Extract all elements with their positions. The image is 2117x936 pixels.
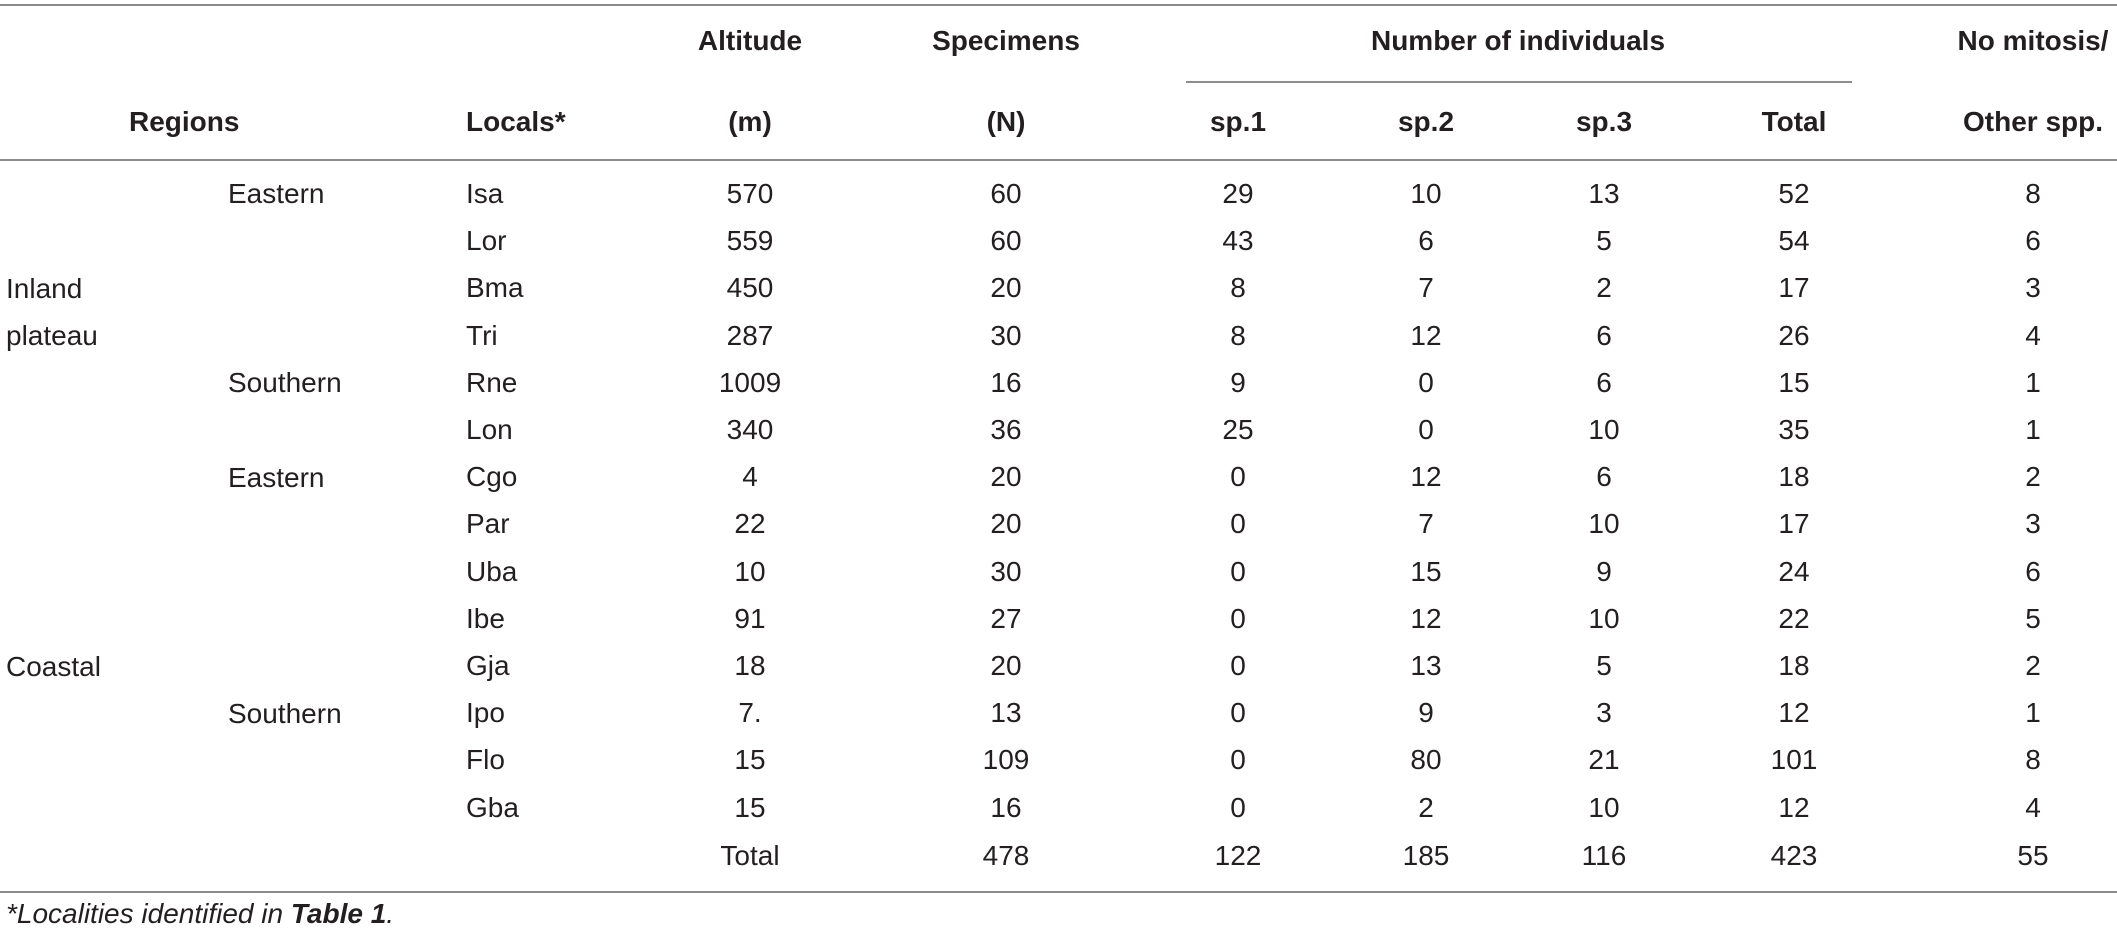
cell-total: 18 bbox=[1778, 650, 1810, 681]
cell-sp3: 9 bbox=[1596, 556, 1612, 587]
cell-specimens: 27 bbox=[990, 603, 1022, 634]
cell-other: 1 bbox=[2025, 697, 2041, 728]
cell-altitude: 287 bbox=[726, 320, 774, 351]
cell-sp2: 15 bbox=[1410, 556, 1442, 587]
totals-sp1: 122 bbox=[1214, 840, 1262, 871]
cell-sp1: 29 bbox=[1222, 178, 1254, 209]
cell-other: 3 bbox=[2025, 272, 2041, 303]
cell-local: Lon bbox=[466, 414, 513, 445]
cell-sp1: 0 bbox=[1230, 461, 1246, 492]
cell-total: 15 bbox=[1778, 367, 1810, 398]
cell-total: 52 bbox=[1778, 178, 1810, 209]
individuals-group-rule bbox=[1186, 81, 1852, 83]
cell-altitude: 91 bbox=[734, 603, 766, 634]
cell-total: 17 bbox=[1778, 508, 1810, 539]
cell-sp3: 10 bbox=[1588, 508, 1620, 539]
cell-sp3: 6 bbox=[1596, 320, 1612, 351]
cell-local: Bma bbox=[466, 272, 524, 303]
region-inland-line1: Inland bbox=[6, 273, 83, 304]
header-nomitosis-line2: Other spp. bbox=[1962, 106, 2104, 137]
cell-other: 2 bbox=[2025, 461, 2041, 492]
cell-local: Gba bbox=[466, 792, 519, 823]
cell-sp3: 3 bbox=[1596, 697, 1612, 728]
cell-local: Gja bbox=[466, 650, 510, 681]
cell-other: 1 bbox=[2025, 367, 2041, 398]
totals-label: Total bbox=[720, 840, 780, 871]
cell-sp1: 43 bbox=[1222, 225, 1254, 256]
cell-specimens: 20 bbox=[990, 272, 1022, 303]
cell-sp2: 80 bbox=[1410, 744, 1442, 775]
cell-specimens: 13 bbox=[990, 697, 1022, 728]
subregion-eastern: Eastern bbox=[228, 178, 325, 209]
cell-other: 2 bbox=[2025, 650, 2041, 681]
region-coastal: Coastal bbox=[6, 651, 101, 682]
cell-sp1: 0 bbox=[1230, 744, 1246, 775]
cell-sp1: 0 bbox=[1230, 650, 1246, 681]
cell-other: 6 bbox=[2025, 225, 2041, 256]
footnote-table-ref: Table 1 bbox=[290, 898, 387, 929]
cell-sp1: 8 bbox=[1230, 272, 1246, 303]
cell-total: 101 bbox=[1770, 744, 1818, 775]
header-sp2: sp.2 bbox=[1397, 106, 1455, 137]
table-bottom-rule bbox=[0, 891, 2117, 893]
cell-sp3: 2 bbox=[1596, 272, 1612, 303]
cell-altitude: 18 bbox=[734, 650, 766, 681]
cell-specimens: 109 bbox=[982, 744, 1030, 775]
subregion-southern: Southern bbox=[228, 367, 342, 398]
subregion-eastern: Eastern bbox=[228, 462, 325, 493]
cell-total: 26 bbox=[1778, 320, 1810, 351]
cell-local: Uba bbox=[466, 556, 518, 587]
cell-sp1: 0 bbox=[1230, 697, 1246, 728]
cell-other: 8 bbox=[2025, 744, 2041, 775]
cell-specimens: 20 bbox=[990, 461, 1022, 492]
cell-sp1: 0 bbox=[1230, 508, 1246, 539]
cell-other: 6 bbox=[2025, 556, 2041, 587]
cell-other: 8 bbox=[2025, 178, 2041, 209]
cell-altitude: 450 bbox=[726, 272, 774, 303]
footnote-suffix: . bbox=[386, 898, 395, 929]
subregion-southern: Southern bbox=[228, 698, 342, 729]
cell-sp3: 13 bbox=[1588, 178, 1620, 209]
header-locals: Locals* bbox=[466, 106, 566, 137]
cell-specimens: 20 bbox=[990, 508, 1022, 539]
cell-sp1: 0 bbox=[1230, 556, 1246, 587]
cell-altitude: 22 bbox=[734, 508, 766, 539]
cell-altitude: 1009 bbox=[718, 367, 782, 398]
cell-sp3: 5 bbox=[1596, 650, 1612, 681]
cell-local: Isa bbox=[466, 178, 504, 209]
table-top-rule bbox=[0, 4, 2117, 6]
cell-sp2: 9 bbox=[1418, 697, 1434, 728]
footnote bbox=[6, 897, 394, 931]
cell-other: 3 bbox=[2025, 508, 2041, 539]
cell-sp1: 25 bbox=[1222, 414, 1254, 445]
cell-specimens: 60 bbox=[990, 225, 1022, 256]
totals-total: 423 bbox=[1770, 840, 1818, 871]
cell-altitude: 559 bbox=[726, 225, 774, 256]
cell-sp3: 21 bbox=[1588, 744, 1620, 775]
cell-sp2: 0 bbox=[1418, 414, 1434, 445]
cell-sp2: 10 bbox=[1410, 178, 1442, 209]
header-specimens-line2: (N) bbox=[986, 106, 1026, 137]
cell-sp2: 12 bbox=[1410, 320, 1442, 351]
header-number-of-individuals: Number of individuals bbox=[1370, 25, 1666, 56]
header-bottom-rule bbox=[0, 159, 2117, 161]
footnote-prefix: *Localities identified in bbox=[6, 898, 291, 929]
cell-sp2: 0 bbox=[1418, 367, 1434, 398]
totals-specimens: 478 bbox=[982, 840, 1030, 871]
cell-altitude: 15 bbox=[734, 744, 766, 775]
cell-local: Rne bbox=[466, 367, 518, 398]
cell-sp3: 6 bbox=[1596, 367, 1612, 398]
cell-sp2: 13 bbox=[1410, 650, 1442, 681]
cell-sp3: 10 bbox=[1588, 603, 1620, 634]
cell-local: Cgo bbox=[466, 461, 518, 492]
cell-specimens: 16 bbox=[990, 792, 1022, 823]
cell-altitude: 15 bbox=[734, 792, 766, 823]
header-regions: Regions bbox=[129, 106, 240, 137]
cell-sp2: 6 bbox=[1418, 225, 1434, 256]
header-altitude-line1: Altitude bbox=[697, 25, 803, 56]
totals-other: 55 bbox=[2017, 840, 2049, 871]
region-inland-line2: plateau bbox=[6, 320, 98, 351]
cell-other: 1 bbox=[2025, 414, 2041, 445]
cell-sp2: 12 bbox=[1410, 603, 1442, 634]
cell-specimens: 16 bbox=[990, 367, 1022, 398]
cell-local: Par bbox=[466, 508, 510, 539]
cell-specimens: 60 bbox=[990, 178, 1022, 209]
cell-total: 54 bbox=[1778, 225, 1810, 256]
header-nomitosis-line1: No mitosis/ bbox=[1957, 25, 2109, 56]
cell-local: Ipo bbox=[466, 697, 505, 728]
cell-sp1: 9 bbox=[1230, 367, 1246, 398]
cell-total: 17 bbox=[1778, 272, 1810, 303]
cell-specimens: 30 bbox=[990, 320, 1022, 351]
cell-sp1: 0 bbox=[1230, 792, 1246, 823]
cell-specimens: 20 bbox=[990, 650, 1022, 681]
cell-sp3: 5 bbox=[1596, 225, 1612, 256]
cell-sp3: 6 bbox=[1596, 461, 1612, 492]
totals-sp2: 185 bbox=[1402, 840, 1450, 871]
cell-specimens: 36 bbox=[990, 414, 1022, 445]
cell-sp3: 10 bbox=[1588, 792, 1620, 823]
cell-local: Lor bbox=[466, 225, 507, 256]
cell-altitude: 340 bbox=[726, 414, 774, 445]
cell-sp2: 12 bbox=[1410, 461, 1442, 492]
cell-other: 4 bbox=[2025, 320, 2041, 351]
cell-local: Flo bbox=[466, 744, 505, 775]
cell-local: Tri bbox=[466, 320, 498, 351]
cell-total: 12 bbox=[1778, 792, 1810, 823]
cell-total: 18 bbox=[1778, 461, 1810, 492]
header-specimens-line1: Specimens bbox=[932, 25, 1080, 56]
header-total: Total bbox=[1761, 106, 1827, 137]
totals-sp3: 116 bbox=[1581, 840, 1627, 871]
cell-sp1: 8 bbox=[1230, 320, 1246, 351]
cell-altitude: 570 bbox=[726, 178, 774, 209]
cell-total: 22 bbox=[1778, 603, 1810, 634]
cell-altitude: 4 bbox=[742, 461, 758, 492]
header-sp1: sp.1 bbox=[1209, 106, 1267, 137]
cell-total: 12 bbox=[1778, 697, 1810, 728]
cell-altitude: 7. bbox=[738, 697, 762, 728]
cell-sp2: 7 bbox=[1418, 272, 1434, 303]
cell-other: 5 bbox=[2025, 603, 2041, 634]
cell-altitude: 10 bbox=[734, 556, 766, 587]
cell-sp1: 0 bbox=[1230, 603, 1246, 634]
cell-sp3: 10 bbox=[1588, 414, 1620, 445]
header-sp3: sp.3 bbox=[1575, 106, 1633, 137]
cell-sp2: 7 bbox=[1418, 508, 1434, 539]
cell-total: 24 bbox=[1778, 556, 1810, 587]
cell-local: Ibe bbox=[466, 603, 505, 634]
header-altitude-line2: (m) bbox=[728, 106, 772, 137]
cell-total: 35 bbox=[1778, 414, 1810, 445]
cell-specimens: 30 bbox=[990, 556, 1022, 587]
cell-other: 4 bbox=[2025, 792, 2041, 823]
cell-sp2: 2 bbox=[1418, 792, 1434, 823]
